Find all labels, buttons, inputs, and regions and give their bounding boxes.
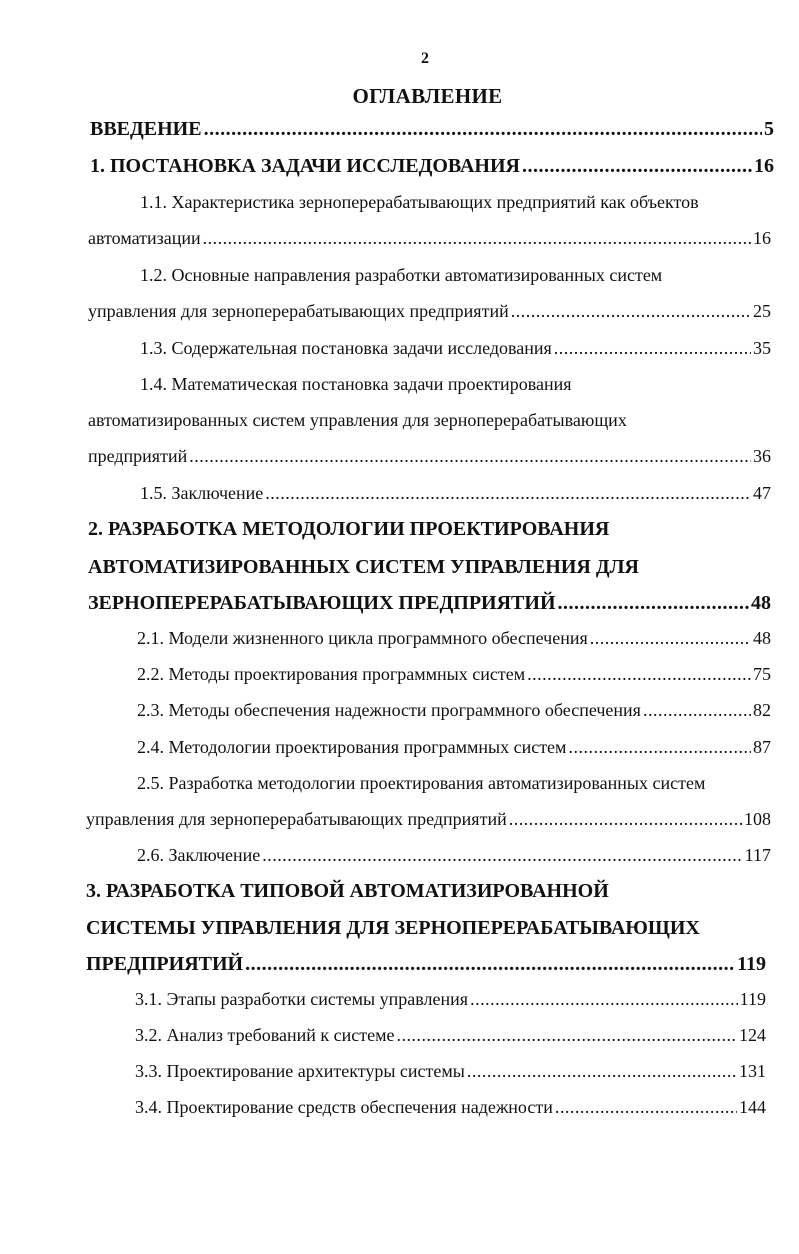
toc-entry-label: управления для зерноперерабатывающих предприятий (88, 301, 509, 321)
toc-entry-2-1[interactable] (137, 628, 771, 658)
toc-entry-3-1[interactable] (135, 989, 766, 1019)
toc-entry-1-5[interactable] (140, 483, 771, 513)
toc-entry-label: 1.2. Основные направления разработки автоматизированных систем (140, 265, 663, 285)
toc-entry-label: 3.1. Этапы разработки системы управления (135, 989, 469, 1009)
dot-leader (527, 664, 751, 685)
toc-entry-label: 2.6. Заключение (137, 845, 261, 865)
toc-entry-introduction[interactable] (90, 118, 774, 148)
toc-entry-label: АВТОМАТИЗИРОВАННЫХ СИСТЕМ УПРАВЛЕНИЯ ДЛЯ (88, 556, 639, 578)
toc-entry-label: 2.1. Модели жизненного цикла программного обеспечения (137, 628, 588, 648)
toc-entry-1-2-line1[interactable] (140, 265, 662, 295)
toc-entry-3-3[interactable] (135, 1061, 766, 1091)
toc-entry-page: 16 (754, 155, 774, 177)
dot-leader (396, 1025, 737, 1046)
toc-entry-page: 75 (753, 664, 771, 684)
dot-leader (265, 483, 751, 504)
toc-entry-label: автоматизации (88, 228, 201, 248)
dot-leader (643, 700, 751, 721)
toc-entry-label: 1.5. Заключение (140, 483, 264, 503)
dot-leader (470, 989, 738, 1010)
toc-entry-label: 1.4. Математическая постановка задачи проектирования (140, 374, 572, 394)
toc-entry-label: ЗЕРНОПЕРЕРАБАТЫВАЮЩИХ ПРЕДПРИЯТИЙ (88, 592, 556, 614)
toc-entry-label: СИСТЕМЫ УПРАВЛЕНИЯ ДЛЯ ЗЕРНОПЕРЕРАБАТЫВАЮЩИХ (86, 917, 700, 939)
toc-entry-label: 2.4. Методологии проектирования программных систем (137, 737, 567, 757)
dot-leader (511, 301, 751, 322)
toc-entry-1-4[interactable] (88, 446, 771, 476)
toc-entry-chapter-2-line1[interactable] (88, 518, 609, 548)
toc-entry-chapter-3[interactable] (86, 953, 766, 983)
toc-entry-label: ВВЕДЕНИЕ (90, 118, 202, 140)
dot-leader (590, 628, 751, 649)
toc-entry-2-2[interactable] (137, 664, 771, 694)
dot-leader (189, 446, 751, 467)
toc-entry-1-3[interactable] (140, 338, 771, 368)
toc-entry-label: 3.3. Проектирование архитектуры системы (135, 1061, 465, 1081)
dot-leader (555, 1097, 737, 1118)
toc-entry-2-5[interactable] (86, 809, 771, 839)
toc-entry-page: 48 (751, 592, 771, 614)
toc-entry-label: 2.5. Разработка методологии проектирования автоматизированных систем (137, 773, 706, 793)
toc-entry-page: 5 (764, 118, 774, 140)
toc-entry-page: 119 (739, 989, 766, 1009)
toc-entry-chapter-2[interactable] (88, 592, 771, 622)
toc-entry-label: 3.4. Проектирование средств обеспечения надежности (135, 1097, 553, 1117)
dot-leader (262, 845, 742, 866)
toc-entry-page: 82 (753, 700, 771, 720)
toc-entry-label: управления для зерноперерабатывающих предприятий (86, 809, 507, 829)
toc-entry-chapter-3-line1[interactable] (86, 880, 609, 910)
toc-title: ОГЛАВЛЕНИЕ (352, 84, 503, 108)
toc-entry-3-2[interactable] (135, 1025, 766, 1055)
toc-entry-page: 144 (739, 1097, 766, 1117)
toc-entry-label: 1. ПОСТАНОВКА ЗАДАЧИ ИССЛЕДОВАНИЯ (90, 155, 520, 177)
toc-entry-1-4-line1[interactable] (140, 374, 572, 404)
toc-entry-label: 2. РАЗРАБОТКА МЕТОДОЛОГИИ ПРОЕКТИРОВАНИЯ (88, 518, 610, 540)
dot-leader (522, 155, 752, 178)
toc-entry-label: 1.1. Характеристика зерноперерабатывающих предприятий как объектов (140, 192, 699, 212)
toc-entry-page: 117 (744, 845, 771, 865)
dot-leader (245, 953, 735, 976)
toc-entry-1-2[interactable] (88, 301, 771, 331)
dot-leader (558, 592, 749, 615)
dot-leader (204, 118, 762, 141)
toc-entry-page: 119 (737, 953, 766, 975)
dot-leader (203, 228, 751, 249)
toc-entry-label: 2.3. Методы обеспечения надежности программного обеспечения (137, 700, 641, 720)
toc-entry-chapter-1[interactable] (90, 155, 774, 185)
toc-entry-chapter-2-line2[interactable] (88, 556, 639, 586)
toc-entry-1-1[interactable] (88, 228, 771, 258)
toc-entry-2-6[interactable] (137, 845, 771, 875)
toc-entry-page: 87 (753, 737, 771, 757)
toc-entry-page: 48 (753, 628, 771, 648)
toc-entry-2-3[interactable] (137, 700, 771, 730)
toc-entry-2-5-line1[interactable] (137, 773, 705, 803)
toc-entry-1-4-line2[interactable] (88, 410, 627, 440)
toc-entry-2-4[interactable] (137, 737, 771, 767)
toc-entry-page: 36 (753, 446, 771, 466)
dot-leader (554, 338, 751, 359)
dot-leader (568, 737, 751, 758)
toc-entry-label: автоматизированных систем управления для зерноперерабатывающих (88, 410, 627, 430)
toc-entry-label: 2.2. Методы проектирования программных систем (137, 664, 526, 684)
toc-entry-page: 131 (739, 1061, 766, 1081)
toc-entry-1-1-line1[interactable] (140, 192, 699, 222)
toc-entry-page: 16 (753, 228, 771, 248)
toc-entry-page: 108 (744, 809, 771, 829)
toc-entry-label: предприятий (88, 446, 188, 466)
toc-entry-chapter-3-line2[interactable] (86, 917, 700, 947)
dot-leader (467, 1061, 737, 1082)
toc-entry-label: 1.3. Содержательная постановка задачи исследования (140, 338, 552, 358)
dot-leader (509, 809, 742, 830)
toc-entry-page: 124 (739, 1025, 766, 1045)
toc-entry-label: 3. РАЗРАБОТКА ТИПОВОЙ АВТОМАТИЗИРОВАННОЙ (86, 880, 609, 902)
toc-entry-page: 25 (753, 301, 771, 321)
toc-entry-page: 35 (753, 338, 771, 358)
toc-entry-page: 47 (753, 483, 771, 503)
page-number: 2 (421, 50, 429, 67)
toc-entry-3-4[interactable] (135, 1097, 766, 1127)
toc-entry-label: 3.2. Анализ требований к системе (135, 1025, 395, 1045)
toc-entry-label: ПРЕДПРИЯТИЙ (86, 953, 244, 975)
